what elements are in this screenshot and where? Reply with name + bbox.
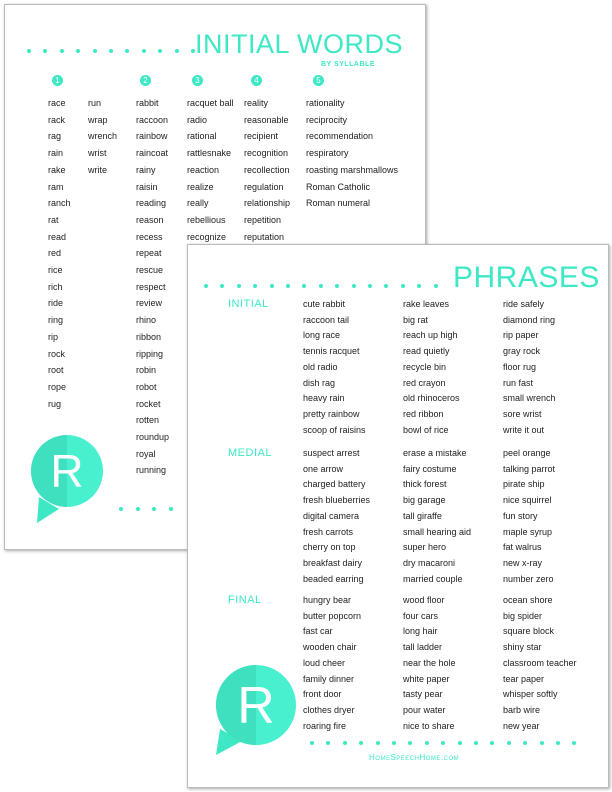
dot bbox=[152, 507, 156, 511]
word-column bbox=[244, 95, 290, 245]
svg-text:R: R bbox=[237, 677, 275, 735]
section-label: FINAL bbox=[228, 594, 262, 606]
list-item: long race bbox=[303, 330, 341, 341]
list-item: diamond ring bbox=[503, 314, 556, 325]
list-item: super hero bbox=[403, 542, 447, 553]
dot bbox=[474, 741, 478, 745]
list-item: gray rock bbox=[503, 346, 541, 357]
list-item: rope bbox=[48, 381, 67, 392]
list-item: rack bbox=[48, 114, 66, 125]
list-item: ram bbox=[48, 181, 64, 192]
list-item: near the hole bbox=[403, 657, 456, 668]
list-item: fun story bbox=[503, 510, 538, 521]
list-item: tennis racquet bbox=[303, 346, 360, 357]
list-item: recommendation bbox=[306, 131, 374, 142]
list-item: regulation bbox=[244, 181, 284, 192]
list-item: recycle bin bbox=[403, 361, 447, 372]
list-item: cute rabbit bbox=[303, 299, 346, 309]
syllable-number-badge: 4 bbox=[251, 75, 262, 86]
word-column bbox=[88, 95, 117, 179]
syllable-number-badge: 5 bbox=[313, 75, 324, 86]
list-item: rabbit bbox=[136, 98, 159, 108]
dot bbox=[142, 49, 146, 53]
dot bbox=[458, 741, 462, 745]
list-item: new year bbox=[503, 720, 540, 731]
list-item: digital camera bbox=[303, 510, 360, 521]
list-item: family dinner bbox=[303, 673, 355, 684]
dot bbox=[169, 507, 173, 511]
dot bbox=[109, 49, 113, 53]
list-item: roundup bbox=[136, 432, 170, 443]
syllable-number-badge: 3 bbox=[192, 75, 203, 86]
list-item: roaring fire bbox=[303, 720, 347, 731]
list-item: ring bbox=[48, 315, 64, 326]
list-item: tall ladder bbox=[403, 642, 443, 653]
dot bbox=[434, 284, 438, 288]
word-column bbox=[306, 95, 398, 212]
list-item: relationship bbox=[244, 198, 291, 209]
dot bbox=[237, 284, 241, 288]
list-item: small wrench bbox=[503, 393, 556, 404]
list-item: big rat bbox=[403, 314, 429, 325]
list-item: rebellious bbox=[187, 214, 226, 225]
dot bbox=[319, 284, 323, 288]
dot bbox=[523, 741, 527, 745]
list-item: rug bbox=[48, 398, 62, 409]
phrases-page bbox=[187, 244, 609, 788]
list-item: ocean shore bbox=[503, 595, 553, 605]
list-item: nice squirrel bbox=[503, 495, 552, 506]
list-item: wrap bbox=[88, 114, 108, 125]
list-item: ripping bbox=[136, 348, 164, 359]
list-item: royal bbox=[136, 448, 156, 459]
list-item: reciprocity bbox=[306, 114, 348, 125]
list-item: raincoat bbox=[136, 148, 169, 159]
list-item: rainy bbox=[136, 164, 156, 175]
syllable-number-badge: 2 bbox=[140, 75, 151, 86]
word-column bbox=[48, 95, 71, 412]
list-item: write bbox=[88, 164, 108, 175]
dot bbox=[556, 741, 560, 745]
list-item: square block bbox=[503, 626, 555, 637]
dot bbox=[392, 741, 396, 745]
list-item: tear paper bbox=[503, 673, 545, 684]
footer-website: HomeSpeechHome.com bbox=[369, 753, 460, 762]
phrase-column bbox=[303, 446, 370, 587]
list-item: pour water bbox=[403, 704, 446, 715]
list-item: one arrow bbox=[303, 463, 344, 474]
list-item: hungry bear bbox=[303, 595, 352, 605]
section-label: MEDIAL bbox=[228, 447, 272, 459]
list-item: racquet ball bbox=[187, 98, 234, 108]
phrase-column bbox=[303, 593, 361, 734]
list-item: classroom teacher bbox=[503, 657, 577, 668]
list-item: rocket bbox=[136, 398, 161, 409]
page-subtitle: BY SYLLABLE bbox=[321, 61, 375, 68]
dot bbox=[204, 284, 208, 288]
list-item: race bbox=[48, 98, 66, 108]
list-item: tasty pear bbox=[403, 689, 443, 700]
list-item: recognition bbox=[244, 148, 289, 159]
list-item: big garage bbox=[403, 495, 446, 506]
list-item: ribbon bbox=[136, 331, 162, 342]
list-item: robin bbox=[136, 365, 157, 376]
dot bbox=[253, 284, 257, 288]
list-item: fat walrus bbox=[503, 542, 542, 553]
list-item: read quietly bbox=[403, 346, 450, 357]
phrase-column bbox=[403, 593, 456, 734]
list-item: respect bbox=[136, 281, 166, 292]
list-item: recollection bbox=[244, 164, 290, 175]
list-item: rattlesnake bbox=[187, 148, 232, 159]
list-item: number zero bbox=[503, 573, 554, 584]
phrase-column bbox=[503, 446, 555, 587]
phrase-column bbox=[303, 297, 366, 438]
r-logo-icon bbox=[208, 661, 302, 757]
list-item: repeat bbox=[136, 248, 162, 259]
list-item: butter popcorn bbox=[303, 610, 362, 621]
dot bbox=[408, 741, 412, 745]
list-item: rock bbox=[48, 348, 66, 359]
section-label: INITIAL bbox=[228, 298, 269, 310]
list-item: maple syrup bbox=[503, 526, 553, 537]
dot bbox=[158, 49, 162, 53]
list-item: reality bbox=[244, 98, 269, 108]
phrase-column bbox=[503, 593, 577, 734]
list-item: wrench bbox=[88, 131, 118, 142]
list-item: loud cheer bbox=[303, 657, 346, 668]
dot bbox=[540, 741, 544, 745]
word-column bbox=[136, 95, 169, 479]
list-item: rip paper bbox=[503, 330, 539, 341]
r-logo-icon bbox=[29, 427, 103, 523]
list-item: write it out bbox=[503, 424, 545, 435]
list-item: cherry on top bbox=[303, 542, 356, 553]
list-item: reach up high bbox=[403, 330, 458, 341]
list-item: suspect arrest bbox=[303, 448, 360, 458]
dot bbox=[119, 507, 123, 511]
list-item: Roman Catholic bbox=[306, 181, 371, 192]
dot bbox=[93, 49, 97, 53]
list-item: barb wire bbox=[503, 704, 541, 715]
list-item: respiratory bbox=[306, 148, 349, 159]
list-item: old rhinoceros bbox=[403, 393, 460, 404]
dot bbox=[376, 741, 380, 745]
dot bbox=[220, 284, 224, 288]
list-item: rip bbox=[48, 331, 59, 342]
list-item: front door bbox=[303, 689, 342, 700]
page-title: PHRASES bbox=[453, 261, 600, 294]
list-item: breakfast dairy bbox=[303, 557, 363, 568]
list-item: wrist bbox=[88, 148, 107, 159]
list-item: fresh carrots bbox=[303, 526, 354, 537]
list-item: scoop of raisins bbox=[303, 424, 366, 435]
svg-text:R: R bbox=[50, 445, 84, 497]
list-item: sore wrist bbox=[503, 408, 542, 419]
dot bbox=[310, 741, 314, 745]
page-title: INITIAL WORDS bbox=[195, 29, 404, 59]
dot bbox=[60, 49, 64, 53]
list-item: dry macaroni bbox=[403, 557, 456, 568]
list-item: clothes dryer bbox=[303, 704, 355, 715]
list-item: Roman numeral bbox=[306, 198, 371, 209]
list-item: rice bbox=[48, 265, 63, 276]
list-item: rhino bbox=[136, 315, 157, 326]
dot bbox=[335, 284, 339, 288]
dot bbox=[384, 284, 388, 288]
list-item: rat bbox=[48, 214, 59, 225]
dot bbox=[76, 49, 80, 53]
syllable-number-badge: 1 bbox=[52, 75, 63, 86]
dot bbox=[270, 284, 274, 288]
dot bbox=[490, 741, 494, 745]
dot bbox=[368, 284, 372, 288]
dot bbox=[343, 741, 347, 745]
list-item: rational bbox=[187, 131, 217, 142]
dot bbox=[441, 741, 445, 745]
list-item: running bbox=[136, 465, 167, 476]
list-item: tall giraffe bbox=[403, 510, 442, 521]
phrase-column bbox=[403, 446, 471, 587]
list-item: fairy costume bbox=[403, 463, 457, 474]
list-item: whisper softly bbox=[503, 689, 558, 700]
list-item: married couple bbox=[403, 573, 463, 584]
list-item: review bbox=[136, 298, 163, 309]
phrase-column bbox=[503, 297, 556, 438]
list-item: recipient bbox=[244, 131, 279, 142]
list-item: peel orange bbox=[503, 448, 551, 458]
dot bbox=[175, 49, 179, 53]
list-item: shiny star bbox=[503, 642, 542, 653]
list-item: reasonable bbox=[244, 114, 289, 125]
list-item: recess bbox=[136, 231, 163, 242]
list-item: ranch bbox=[48, 198, 71, 209]
list-item: ride safely bbox=[503, 299, 545, 309]
list-item: realize bbox=[187, 181, 214, 192]
list-item: robot bbox=[136, 381, 157, 392]
list-item: rotten bbox=[136, 415, 160, 426]
dot bbox=[302, 284, 306, 288]
list-item: reaction bbox=[187, 164, 220, 175]
list-item: rescue bbox=[136, 265, 164, 276]
word-column bbox=[187, 95, 234, 245]
list-item: erase a mistake bbox=[403, 448, 467, 458]
list-item: old radio bbox=[303, 361, 338, 372]
list-item: rake bbox=[48, 164, 66, 175]
list-item: run fast bbox=[503, 377, 534, 388]
list-item: run bbox=[88, 98, 102, 108]
list-item: root bbox=[48, 365, 64, 376]
list-item: rich bbox=[48, 281, 63, 292]
list-item: heavy rain bbox=[303, 393, 345, 404]
list-item: small hearing aid bbox=[403, 526, 472, 537]
list-item: dish rag bbox=[303, 377, 336, 388]
dot bbox=[425, 741, 429, 745]
list-item: reading bbox=[136, 198, 167, 209]
list-item: fast car bbox=[303, 626, 333, 637]
dot bbox=[136, 507, 140, 511]
list-item: charged battery bbox=[303, 479, 366, 490]
list-item: rationality bbox=[306, 98, 345, 108]
list-item: red bbox=[48, 248, 62, 259]
list-item: big spider bbox=[503, 610, 543, 621]
list-item: red crayon bbox=[403, 377, 446, 388]
dot bbox=[507, 741, 511, 745]
list-item: reputation bbox=[244, 231, 285, 242]
dot bbox=[43, 49, 47, 53]
dot bbox=[417, 284, 421, 288]
list-item: read bbox=[48, 231, 67, 242]
list-item: four cars bbox=[403, 610, 439, 621]
list-item: floor rug bbox=[503, 361, 537, 372]
dot bbox=[27, 49, 31, 53]
list-item: wood floor bbox=[403, 595, 445, 605]
list-item: raccoon bbox=[136, 114, 169, 125]
dot bbox=[572, 741, 576, 745]
list-item: really bbox=[187, 198, 209, 209]
list-item: radio bbox=[187, 114, 208, 125]
list-item: bowl of rice bbox=[403, 424, 449, 435]
list-item: white paper bbox=[403, 673, 450, 684]
phrase-column bbox=[403, 297, 460, 438]
list-item: pirate ship bbox=[503, 479, 545, 490]
list-item: reason bbox=[136, 214, 164, 225]
list-item: raccoon tail bbox=[303, 314, 350, 325]
list-item: pretty rainbow bbox=[303, 408, 360, 419]
list-item: recognize bbox=[187, 231, 227, 242]
list-item: fresh blueberries bbox=[303, 495, 371, 506]
list-item: new x-ray bbox=[503, 557, 543, 568]
dot bbox=[359, 741, 363, 745]
list-item: red ribbon bbox=[403, 408, 444, 419]
list-item: talking parrot bbox=[503, 463, 556, 474]
list-item: rag bbox=[48, 131, 62, 142]
dot bbox=[125, 49, 129, 53]
list-item: raisin bbox=[136, 181, 158, 192]
list-item: nice to share bbox=[403, 720, 455, 731]
list-item: beaded earring bbox=[303, 573, 364, 584]
list-item: rain bbox=[48, 148, 64, 159]
dot bbox=[286, 284, 290, 288]
dot bbox=[401, 284, 405, 288]
dot bbox=[326, 741, 330, 745]
list-item: wooden chair bbox=[303, 642, 357, 653]
list-item: rainbow bbox=[136, 131, 168, 142]
list-item: ride bbox=[48, 298, 64, 309]
dot bbox=[352, 284, 356, 288]
list-item: thick forest bbox=[403, 479, 447, 490]
list-item: repetition bbox=[244, 214, 282, 225]
list-item: long hair bbox=[403, 626, 438, 637]
list-item: roasting marshmallows bbox=[306, 164, 399, 175]
list-item: rake leaves bbox=[403, 299, 450, 309]
